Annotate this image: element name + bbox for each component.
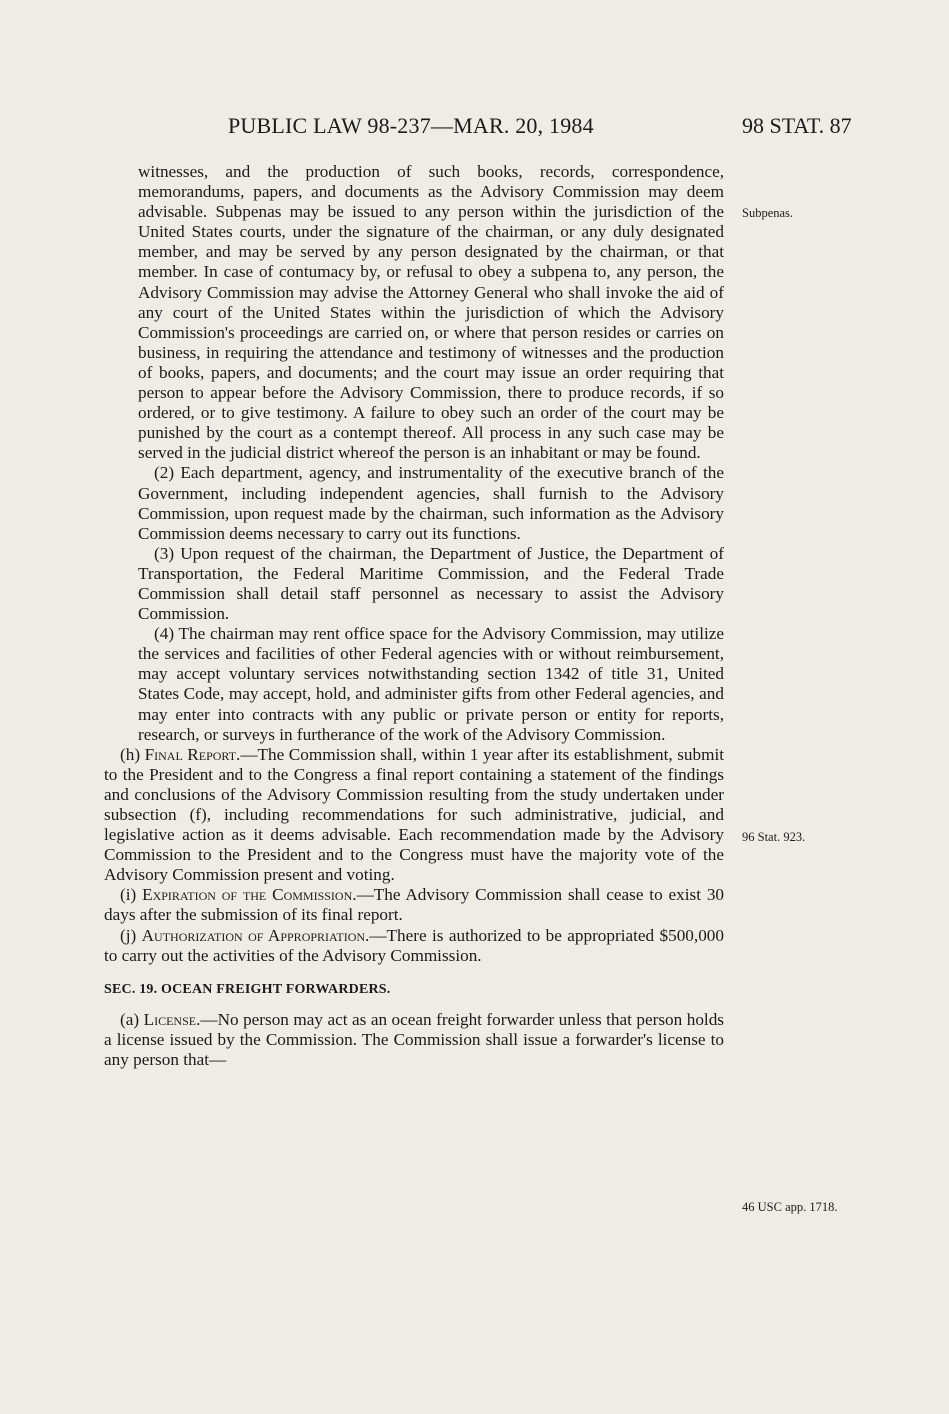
paragraph-2: (2) Each department, agency, and instrumentality of the executive branch of the Government, including independent agencies, shall furnish to the Advisory Commission, upon request made by the chairman, such information as the Advisory Commission deems necessary to carry out its functions.	[138, 463, 724, 543]
subsection-i	[104, 885, 724, 925]
margin-note-usc-app: 46 USC app. 1718.	[742, 1200, 838, 1214]
margin-note-stat-923: 96 Stat. 923.	[742, 830, 806, 844]
subsection-a-heading: License.	[143, 1009, 201, 1029]
subsection-h-heading: Final Report.	[144, 744, 241, 764]
subsection-a-label: (a)	[120, 1009, 144, 1029]
subsection-j-heading: Authorization of Appropriation.	[141, 925, 370, 945]
subsection-i-text: —The Advisory Commission shall cease to exist 30 days after the submission of its final report.	[104, 885, 725, 925]
subsection-j	[104, 926, 724, 966]
subsection-i-heading: Expiration of the Commission.	[142, 885, 357, 905]
paragraph-continuation: witnesses, and the production of such books, records, correspondence, memorandums, papers, and documents as the Advisory Commission may deem advisable. Subpenas may be issued to any person within the jurisdiction of the United States courts, under the signature of the chairman, or any duly designated member, and may be served by any person designated by the chairman, or that member. In case of contumacy by, or refusal to obey a subpena to, any person, the Advisory Commission may advise the Attorney General who shall invoke the aid of any court of the United States within the jurisdiction of which the Advisory Commission's proceedings are carried on, or where that person resides or carries on business, in requiring the attendance and testimony of witnesses and the production of books, papers, and documents; and the court may issue an order requiring that person to appear before the Advisory Commission, there to produce records, if so ordered, or to give testimony. A failure to obey such an order of the court may be punished by the court as a contempt thereof. All process in any such case may be served in the judicial district whereof the person is an inhabitant or may be found.	[138, 162, 724, 463]
paragraph-3: (3) Upon request of the chairman, the Department of Justice, the Department of Transportation, the Federal Maritime Commission, and the Federal Trade Commission shall detail staff personnel as necessary to assist the Advisory Commission.	[138, 543, 724, 624]
subsection-h-text: —The Commission shall, within 1 year after its establishment, submit to the President and to the Congress a final report containing a statement of the findings and conclusions of the Advisory Commission resulting from the study undertaken under subsection (f), including recommendations for such administrative, judicial, and legislative action as it deems advisable. Each recommendation made by the Advisory Commission to the President and to the Congress must have the majority vote of the Advisory Commission present and voting.	[104, 744, 724, 885]
subsection-a-text: —No person may act as an ocean freight forwarder unless that person holds a license issued by the Commission. The Commission shall issue a forwarder's license to any person that—	[104, 1009, 724, 1070]
subsection-h	[104, 745, 724, 886]
subsection-j-text: —There is authorized to be appropriated $500,000 to carry out the activities of the Advisory Commission.	[104, 925, 724, 965]
body-text	[104, 162, 724, 1070]
page-header-stat: 98 STAT. 87	[742, 113, 852, 138]
subsection-j-label: (j)	[120, 925, 142, 945]
subsection-i-label: (i)	[120, 885, 143, 905]
subsection-a	[104, 1010, 724, 1070]
section-19-heading: SEC. 19. OCEAN FREIGHT FORWARDERS.	[104, 981, 391, 997]
subsection-h-label: (h)	[120, 744, 145, 764]
paragraph-4: (4) The chairman may rent office space for the Advisory Commission, may utilize the services and facilities of other Federal agencies with or without reimbursement, may accept voluntary services notwithstanding section 1342 of title 31, United States Code, may accept, hold, and administer gifts from other Federal agencies, and may enter into contracts with any public or private person or entity for reports, research, or surveys in furtherance of the work of the Advisory Commission.	[138, 624, 724, 744]
margin-note-subpenas: Subpenas.	[742, 206, 794, 220]
page-header-title: PUBLIC LAW 98-237—MAR. 20, 1984	[228, 113, 594, 138]
